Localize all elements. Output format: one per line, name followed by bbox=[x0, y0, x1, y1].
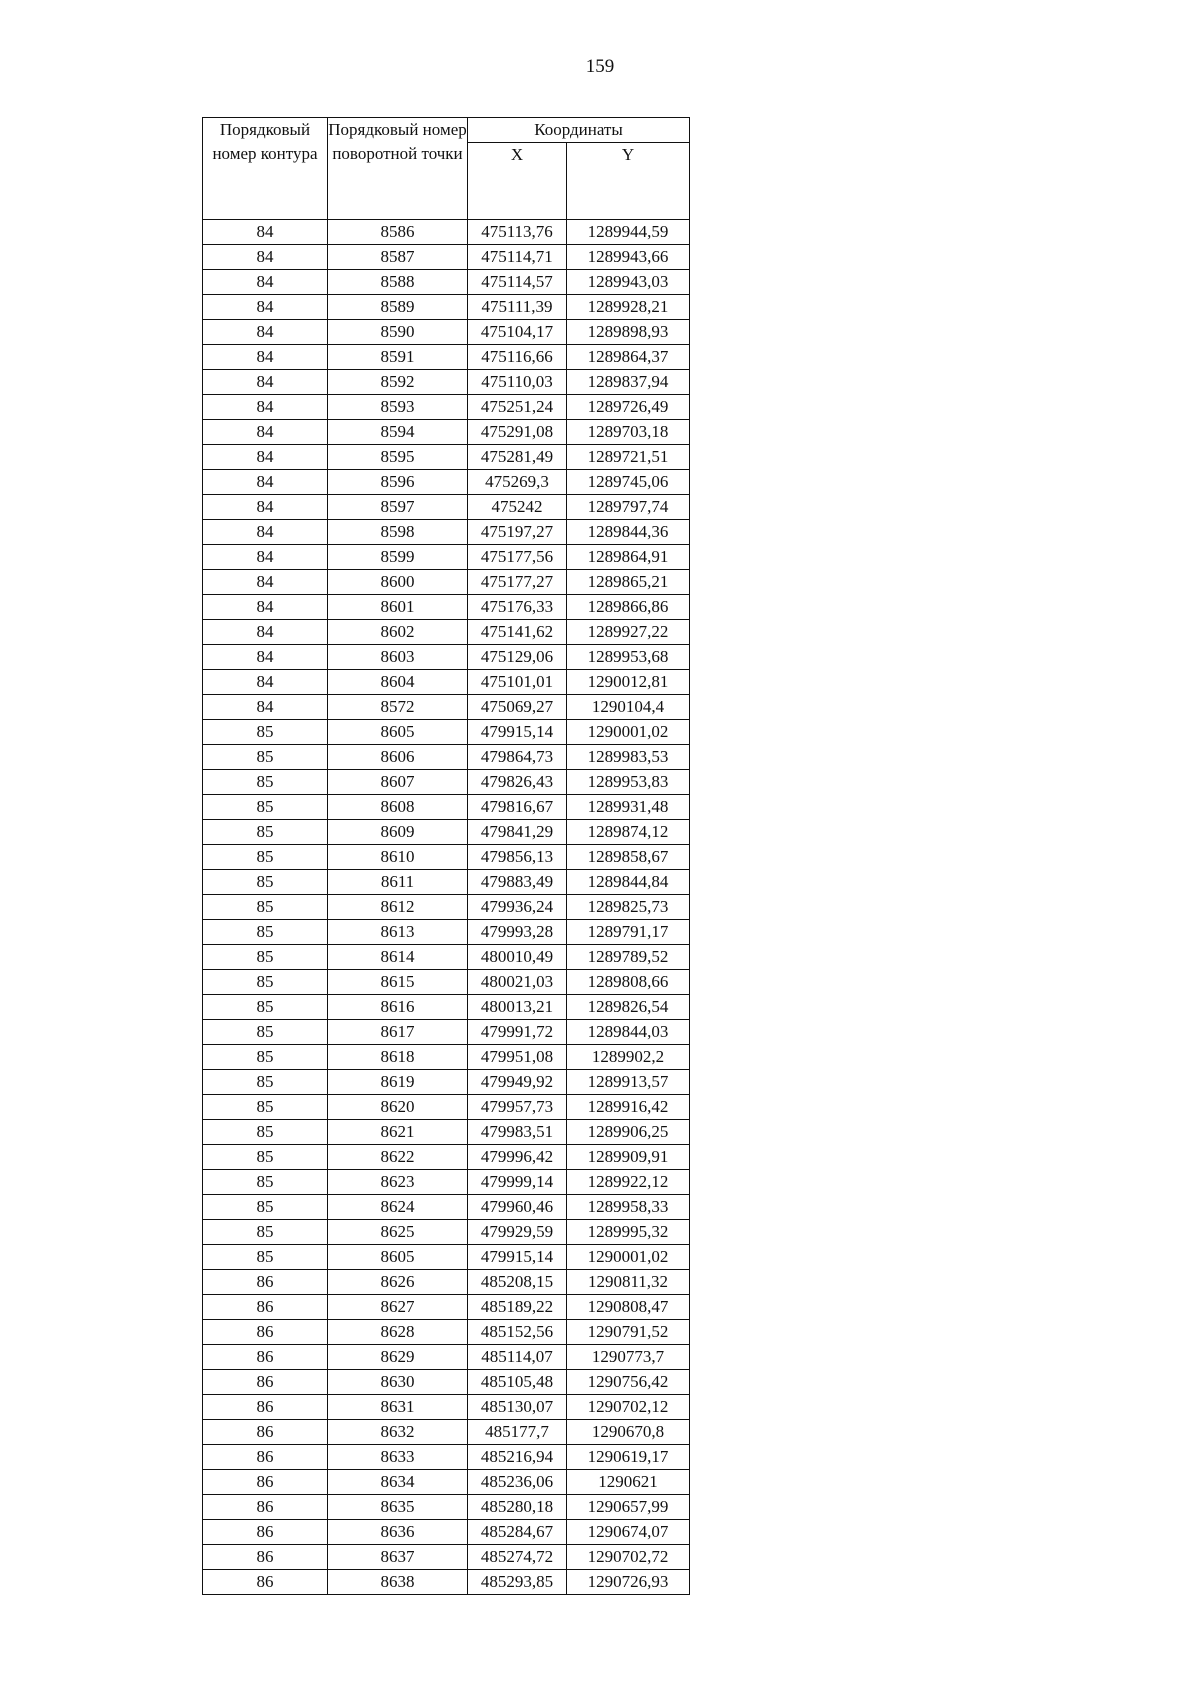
table-row bbox=[203, 995, 690, 1020]
x-cell: 475111,39 bbox=[468, 295, 567, 320]
contour-cell: 84 bbox=[203, 270, 328, 295]
y-cell: 1290001,02 bbox=[567, 1245, 690, 1270]
y-cell: 1289858,67 bbox=[567, 845, 690, 870]
y-cell: 1289864,91 bbox=[567, 545, 690, 570]
point-cell: 8612 bbox=[328, 895, 468, 920]
x-header: X bbox=[468, 143, 567, 220]
contour-cell: 84 bbox=[203, 320, 328, 345]
x-cell: 479983,51 bbox=[468, 1120, 567, 1145]
point-cell: 8589 bbox=[328, 295, 468, 320]
point-cell: 8635 bbox=[328, 1495, 468, 1520]
point-cell: 8588 bbox=[328, 270, 468, 295]
x-cell: 479957,73 bbox=[468, 1095, 567, 1120]
x-cell: 479864,73 bbox=[468, 745, 567, 770]
x-cell: 479960,46 bbox=[468, 1195, 567, 1220]
y-cell: 1289844,03 bbox=[567, 1020, 690, 1045]
x-cell: 475177,56 bbox=[468, 545, 567, 570]
x-cell: 485208,15 bbox=[468, 1270, 567, 1295]
table-row bbox=[203, 620, 690, 645]
contour-cell: 85 bbox=[203, 770, 328, 795]
x-cell: 485284,67 bbox=[468, 1520, 567, 1545]
point-cell: 8632 bbox=[328, 1420, 468, 1445]
x-cell: 475129,06 bbox=[468, 645, 567, 670]
y-cell: 1289995,32 bbox=[567, 1220, 690, 1245]
x-cell: 475197,27 bbox=[468, 520, 567, 545]
point-cell: 8587 bbox=[328, 245, 468, 270]
contour-cell: 85 bbox=[203, 795, 328, 820]
table-row bbox=[203, 220, 690, 245]
x-cell: 479991,72 bbox=[468, 1020, 567, 1045]
contour-cell: 86 bbox=[203, 1520, 328, 1545]
contour-cell: 86 bbox=[203, 1495, 328, 1520]
table-row bbox=[203, 1395, 690, 1420]
y-cell: 1289721,51 bbox=[567, 445, 690, 470]
x-cell: 475069,27 bbox=[468, 695, 567, 720]
y-cell: 1290001,02 bbox=[567, 720, 690, 745]
point-cell: 8638 bbox=[328, 1570, 468, 1595]
contour-cell: 85 bbox=[203, 1220, 328, 1245]
y-cell: 1289909,91 bbox=[567, 1145, 690, 1170]
point-cell: 8620 bbox=[328, 1095, 468, 1120]
y-cell: 1290756,42 bbox=[567, 1370, 690, 1395]
point-cell: 8611 bbox=[328, 870, 468, 895]
point-cell: 8621 bbox=[328, 1120, 468, 1145]
contour-cell: 84 bbox=[203, 520, 328, 545]
x-cell: 475242 bbox=[468, 495, 567, 520]
y-cell: 1289789,52 bbox=[567, 945, 690, 970]
point-cell: 8603 bbox=[328, 645, 468, 670]
x-cell: 475291,08 bbox=[468, 420, 567, 445]
table-row bbox=[203, 1170, 690, 1195]
contour-cell: 85 bbox=[203, 1120, 328, 1145]
point-cell: 8624 bbox=[328, 1195, 468, 1220]
point-cell: 8609 bbox=[328, 820, 468, 845]
y-cell: 1290674,07 bbox=[567, 1520, 690, 1545]
y-cell: 1289791,17 bbox=[567, 920, 690, 945]
table-row bbox=[203, 895, 690, 920]
table-row bbox=[203, 270, 690, 295]
y-cell: 1289726,49 bbox=[567, 395, 690, 420]
x-cell: 480010,49 bbox=[468, 945, 567, 970]
x-cell: 479996,42 bbox=[468, 1145, 567, 1170]
point-cell: 8616 bbox=[328, 995, 468, 1020]
coordinates-table bbox=[202, 117, 690, 1595]
x-cell: 485274,72 bbox=[468, 1545, 567, 1570]
contour-cell: 86 bbox=[203, 1545, 328, 1570]
y-cell: 1289958,33 bbox=[567, 1195, 690, 1220]
point-cell: 8610 bbox=[328, 845, 468, 870]
y-cell: 1289825,73 bbox=[567, 895, 690, 920]
x-cell: 475141,62 bbox=[468, 620, 567, 645]
x-cell: 479936,24 bbox=[468, 895, 567, 920]
contour-cell: 86 bbox=[203, 1395, 328, 1420]
table-row bbox=[203, 745, 690, 770]
y-cell: 1289953,68 bbox=[567, 645, 690, 670]
x-cell: 479883,49 bbox=[468, 870, 567, 895]
y-cell: 1289927,22 bbox=[567, 620, 690, 645]
point-cell: 8596 bbox=[328, 470, 468, 495]
contour-cell: 84 bbox=[203, 395, 328, 420]
x-cell: 485152,56 bbox=[468, 1320, 567, 1345]
x-cell: 475114,71 bbox=[468, 245, 567, 270]
y-cell: 1289826,54 bbox=[567, 995, 690, 1020]
y-header: Y bbox=[567, 143, 690, 220]
table-row bbox=[203, 545, 690, 570]
contour-cell: 85 bbox=[203, 845, 328, 870]
point-cell: 8586 bbox=[328, 220, 468, 245]
point-cell: 8600 bbox=[328, 570, 468, 595]
point-cell: 8593 bbox=[328, 395, 468, 420]
table-row bbox=[203, 495, 690, 520]
contour-cell: 84 bbox=[203, 345, 328, 370]
contour-cell: 85 bbox=[203, 995, 328, 1020]
y-cell: 1289913,57 bbox=[567, 1070, 690, 1095]
x-cell: 479993,28 bbox=[468, 920, 567, 945]
point-cell: 8617 bbox=[328, 1020, 468, 1045]
x-cell: 485216,94 bbox=[468, 1445, 567, 1470]
contour-cell: 86 bbox=[203, 1445, 328, 1470]
y-cell: 1289943,66 bbox=[567, 245, 690, 270]
table-row bbox=[203, 295, 690, 320]
x-cell: 479841,29 bbox=[468, 820, 567, 845]
table-row bbox=[203, 1195, 690, 1220]
point-cell: 8625 bbox=[328, 1220, 468, 1245]
contour-cell: 85 bbox=[203, 895, 328, 920]
y-cell: 1289808,66 bbox=[567, 970, 690, 995]
y-cell: 1289953,83 bbox=[567, 770, 690, 795]
table-row bbox=[203, 945, 690, 970]
table-row bbox=[203, 1345, 690, 1370]
contour-cell: 84 bbox=[203, 420, 328, 445]
point-cell: 8633 bbox=[328, 1445, 468, 1470]
x-cell: 479999,14 bbox=[468, 1170, 567, 1195]
table-row bbox=[203, 1070, 690, 1095]
y-cell: 1290811,32 bbox=[567, 1270, 690, 1295]
table-row bbox=[203, 795, 690, 820]
y-cell: 1289983,53 bbox=[567, 745, 690, 770]
contour-cell: 85 bbox=[203, 1020, 328, 1045]
point-cell: 8629 bbox=[328, 1345, 468, 1370]
contour-cell: 86 bbox=[203, 1270, 328, 1295]
contour-cell: 86 bbox=[203, 1295, 328, 1320]
point-cell: 8590 bbox=[328, 320, 468, 345]
y-cell: 1289864,37 bbox=[567, 345, 690, 370]
contour-cell: 84 bbox=[203, 645, 328, 670]
point-cell: 8605 bbox=[328, 720, 468, 745]
table-row bbox=[203, 470, 690, 495]
x-cell: 485114,07 bbox=[468, 1345, 567, 1370]
point-cell: 8598 bbox=[328, 520, 468, 545]
table-row bbox=[203, 1120, 690, 1145]
table-row bbox=[203, 670, 690, 695]
y-cell: 1289844,84 bbox=[567, 870, 690, 895]
contour-cell: 85 bbox=[203, 1245, 328, 1270]
y-cell: 1290012,81 bbox=[567, 670, 690, 695]
point-cell: 8623 bbox=[328, 1170, 468, 1195]
contour-cell: 86 bbox=[203, 1370, 328, 1395]
x-cell: 480013,21 bbox=[468, 995, 567, 1020]
table-row bbox=[203, 970, 690, 995]
table-row bbox=[203, 1545, 690, 1570]
y-cell: 1289745,06 bbox=[567, 470, 690, 495]
table-row bbox=[203, 345, 690, 370]
x-cell: 485189,22 bbox=[468, 1295, 567, 1320]
y-cell: 1289797,74 bbox=[567, 495, 690, 520]
y-cell: 1289902,2 bbox=[567, 1045, 690, 1070]
table-row bbox=[203, 1020, 690, 1045]
coordinates-header: Координаты bbox=[468, 118, 690, 143]
point-cell: 8605 bbox=[328, 1245, 468, 1270]
y-cell: 1289906,25 bbox=[567, 1120, 690, 1145]
y-cell: 1289916,42 bbox=[567, 1095, 690, 1120]
x-cell: 485293,85 bbox=[468, 1570, 567, 1595]
point-cell: 8607 bbox=[328, 770, 468, 795]
x-cell: 485280,18 bbox=[468, 1495, 567, 1520]
point-cell: 8613 bbox=[328, 920, 468, 945]
point-cell: 8595 bbox=[328, 445, 468, 470]
table-row bbox=[203, 520, 690, 545]
x-cell: 475104,17 bbox=[468, 320, 567, 345]
x-cell: 485105,48 bbox=[468, 1370, 567, 1395]
table-row bbox=[203, 845, 690, 870]
table-row bbox=[203, 1370, 690, 1395]
point-cell: 8636 bbox=[328, 1520, 468, 1545]
contour-cell: 84 bbox=[203, 595, 328, 620]
contour-cell: 85 bbox=[203, 1070, 328, 1095]
table-row bbox=[203, 695, 690, 720]
table-row bbox=[203, 1320, 690, 1345]
x-cell: 475101,01 bbox=[468, 670, 567, 695]
contour-cell: 85 bbox=[203, 1195, 328, 1220]
contour-cell: 86 bbox=[203, 1570, 328, 1595]
x-cell: 475116,66 bbox=[468, 345, 567, 370]
point-cell: 8634 bbox=[328, 1470, 468, 1495]
table-row bbox=[203, 1270, 690, 1295]
x-cell: 479915,14 bbox=[468, 1245, 567, 1270]
point-cell: 8604 bbox=[328, 670, 468, 695]
contour-cell: 84 bbox=[203, 245, 328, 270]
y-cell: 1290702,72 bbox=[567, 1545, 690, 1570]
point-cell: 8572 bbox=[328, 695, 468, 720]
y-cell: 1290773,7 bbox=[567, 1345, 690, 1370]
contour-cell: 84 bbox=[203, 670, 328, 695]
table-row bbox=[203, 1420, 690, 1445]
contour-cell: 85 bbox=[203, 970, 328, 995]
x-cell: 475251,24 bbox=[468, 395, 567, 420]
y-cell: 1290702,12 bbox=[567, 1395, 690, 1420]
y-cell: 1289874,12 bbox=[567, 820, 690, 845]
table-row bbox=[203, 570, 690, 595]
y-cell: 1290619,17 bbox=[567, 1445, 690, 1470]
table-row bbox=[203, 1045, 690, 1070]
x-cell: 485177,7 bbox=[468, 1420, 567, 1445]
contour-cell: 84 bbox=[203, 445, 328, 470]
y-cell: 1290791,52 bbox=[567, 1320, 690, 1345]
table-row bbox=[203, 1445, 690, 1470]
contour-cell: 85 bbox=[203, 820, 328, 845]
x-cell: 475110,03 bbox=[468, 370, 567, 395]
contour-cell: 85 bbox=[203, 920, 328, 945]
contour-cell: 84 bbox=[203, 220, 328, 245]
y-cell: 1290657,99 bbox=[567, 1495, 690, 1520]
contour-cell: 85 bbox=[203, 720, 328, 745]
contour-cell: 84 bbox=[203, 470, 328, 495]
contour-cell: 85 bbox=[203, 1170, 328, 1195]
y-cell: 1290621 bbox=[567, 1470, 690, 1495]
x-cell: 475114,57 bbox=[468, 270, 567, 295]
table-row bbox=[203, 320, 690, 345]
contour-cell: 85 bbox=[203, 1145, 328, 1170]
table-body bbox=[203, 220, 690, 1595]
point-cell: 8628 bbox=[328, 1320, 468, 1345]
table-row bbox=[203, 445, 690, 470]
table-row bbox=[203, 370, 690, 395]
x-cell: 475113,76 bbox=[468, 220, 567, 245]
y-cell: 1289944,59 bbox=[567, 220, 690, 245]
y-cell: 1290808,47 bbox=[567, 1295, 690, 1320]
table-row bbox=[203, 820, 690, 845]
contour-cell: 86 bbox=[203, 1345, 328, 1370]
point-cell: 8606 bbox=[328, 745, 468, 770]
x-cell: 475176,33 bbox=[468, 595, 567, 620]
point-cell: 8627 bbox=[328, 1295, 468, 1320]
point-cell: 8602 bbox=[328, 620, 468, 645]
y-cell: 1289844,36 bbox=[567, 520, 690, 545]
point-cell: 8608 bbox=[328, 795, 468, 820]
point-cell: 8626 bbox=[328, 1270, 468, 1295]
table-row bbox=[203, 595, 690, 620]
contour-cell: 84 bbox=[203, 370, 328, 395]
contour-cell: 85 bbox=[203, 1095, 328, 1120]
contour-cell: 84 bbox=[203, 570, 328, 595]
point-number-header: Порядковый номер поворотной точки bbox=[328, 118, 468, 220]
point-cell: 8591 bbox=[328, 345, 468, 370]
y-cell: 1290726,93 bbox=[567, 1570, 690, 1595]
contour-cell: 86 bbox=[203, 1470, 328, 1495]
table-row bbox=[203, 395, 690, 420]
y-cell: 1289922,12 bbox=[567, 1170, 690, 1195]
point-cell: 8614 bbox=[328, 945, 468, 970]
table-row bbox=[203, 645, 690, 670]
table-row bbox=[203, 920, 690, 945]
table-row bbox=[203, 1470, 690, 1495]
table-row bbox=[203, 770, 690, 795]
y-cell: 1289928,21 bbox=[567, 295, 690, 320]
table-row bbox=[203, 420, 690, 445]
y-cell: 1289865,21 bbox=[567, 570, 690, 595]
table-row bbox=[203, 1570, 690, 1595]
y-cell: 1289866,86 bbox=[567, 595, 690, 620]
contour-cell: 84 bbox=[203, 545, 328, 570]
contour-number-header: Порядковый номер контура bbox=[203, 118, 328, 220]
x-cell: 479949,92 bbox=[468, 1070, 567, 1095]
x-cell: 479826,43 bbox=[468, 770, 567, 795]
y-cell: 1289703,18 bbox=[567, 420, 690, 445]
table-row bbox=[203, 1220, 690, 1245]
contour-cell: 85 bbox=[203, 870, 328, 895]
point-cell: 8618 bbox=[328, 1045, 468, 1070]
y-cell: 1289837,94 bbox=[567, 370, 690, 395]
table-row bbox=[203, 870, 690, 895]
point-cell: 8631 bbox=[328, 1395, 468, 1420]
x-cell: 480021,03 bbox=[468, 970, 567, 995]
y-cell: 1290670,8 bbox=[567, 1420, 690, 1445]
y-cell: 1289931,48 bbox=[567, 795, 690, 820]
point-cell: 8599 bbox=[328, 545, 468, 570]
point-cell: 8594 bbox=[328, 420, 468, 445]
point-cell: 8615 bbox=[328, 970, 468, 995]
x-cell: 485236,06 bbox=[468, 1470, 567, 1495]
point-cell: 8597 bbox=[328, 495, 468, 520]
x-cell: 479929,59 bbox=[468, 1220, 567, 1245]
point-cell: 8637 bbox=[328, 1545, 468, 1570]
point-cell: 8622 bbox=[328, 1145, 468, 1170]
table-header bbox=[203, 118, 690, 220]
x-cell: 475177,27 bbox=[468, 570, 567, 595]
page-number: 159 bbox=[585, 56, 615, 77]
table-row bbox=[203, 1520, 690, 1545]
contour-cell: 85 bbox=[203, 1045, 328, 1070]
y-cell: 1289943,03 bbox=[567, 270, 690, 295]
contour-cell: 85 bbox=[203, 745, 328, 770]
x-cell: 475281,49 bbox=[468, 445, 567, 470]
y-cell: 1289898,93 bbox=[567, 320, 690, 345]
point-cell: 8601 bbox=[328, 595, 468, 620]
x-cell: 475269,3 bbox=[468, 470, 567, 495]
table-row bbox=[203, 1245, 690, 1270]
table-row bbox=[203, 245, 690, 270]
contour-cell: 84 bbox=[203, 695, 328, 720]
x-cell: 479856,13 bbox=[468, 845, 567, 870]
x-cell: 479915,14 bbox=[468, 720, 567, 745]
point-cell: 8592 bbox=[328, 370, 468, 395]
x-cell: 479816,67 bbox=[468, 795, 567, 820]
table-row bbox=[203, 720, 690, 745]
contour-cell: 86 bbox=[203, 1420, 328, 1445]
contour-cell: 84 bbox=[203, 620, 328, 645]
point-cell: 8630 bbox=[328, 1370, 468, 1395]
y-cell: 1290104,4 bbox=[567, 695, 690, 720]
table-row bbox=[203, 1295, 690, 1320]
contour-cell: 86 bbox=[203, 1320, 328, 1345]
x-cell: 479951,08 bbox=[468, 1045, 567, 1070]
contour-cell: 85 bbox=[203, 945, 328, 970]
table-row bbox=[203, 1145, 690, 1170]
contour-cell: 84 bbox=[203, 295, 328, 320]
contour-cell: 84 bbox=[203, 495, 328, 520]
table-row bbox=[203, 1095, 690, 1120]
point-cell: 8619 bbox=[328, 1070, 468, 1095]
x-cell: 485130,07 bbox=[468, 1395, 567, 1420]
table-row bbox=[203, 1495, 690, 1520]
